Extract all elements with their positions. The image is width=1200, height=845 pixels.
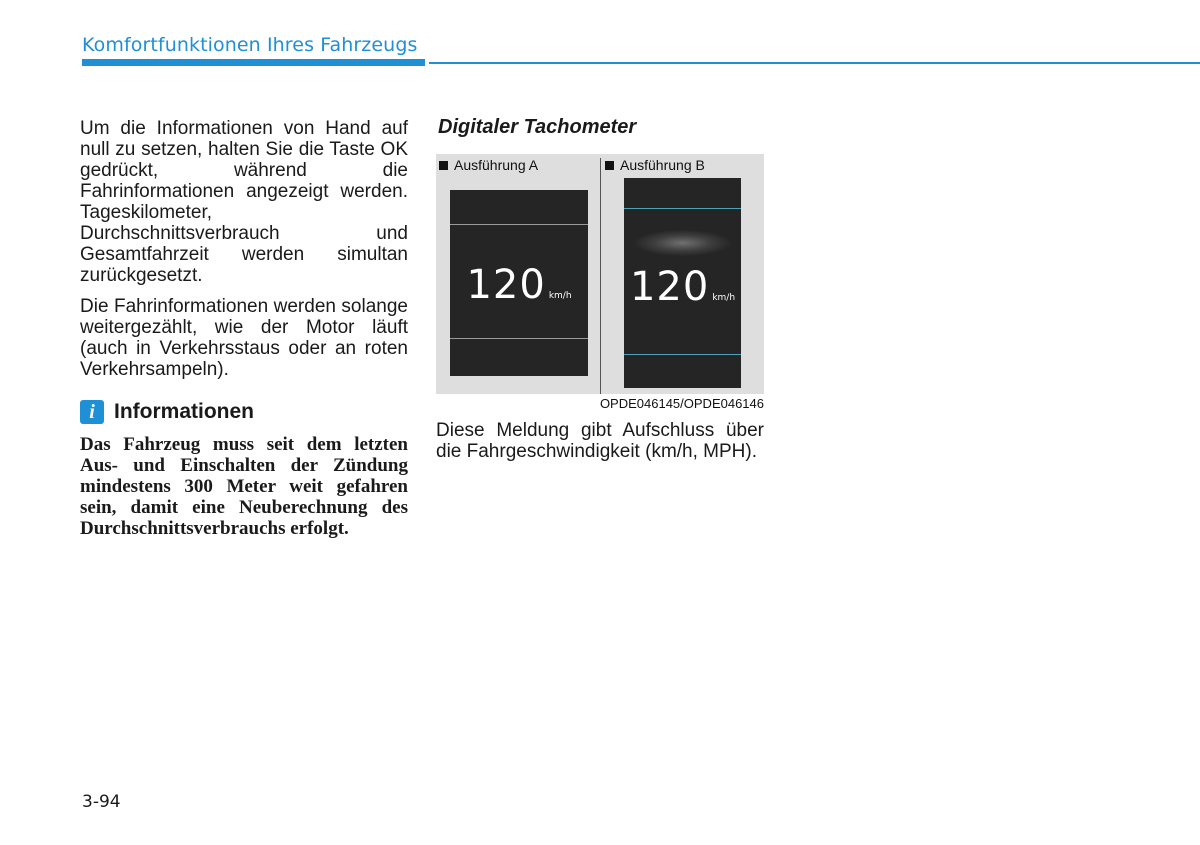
figure-divider — [600, 158, 601, 394]
figure-caption: Diese Meldung gibt Aufschluss über die Fahrgeschwindigkeit (km/h, MPH). — [436, 420, 764, 462]
section-title: Digitaler Tachometer — [438, 116, 637, 138]
speed-value-a: 120 — [466, 262, 546, 308]
display-variant-b — [624, 178, 741, 388]
speed-readout-b — [624, 264, 741, 310]
variant-b-label-text: Ausführung B — [620, 157, 705, 173]
speed-unit-b: km/h — [712, 293, 736, 303]
page-number: 3-94 — [82, 792, 121, 812]
display-line-bottom — [450, 338, 588, 339]
left-column — [80, 118, 408, 539]
speedometer-figure — [436, 154, 764, 394]
variant-b-label — [605, 157, 705, 173]
display-line-bottom — [624, 354, 741, 355]
paragraph-counting: Die Fahrinformationen werden solange weitergezählt, wie der Motor läuft (auch in Verkehrsstaus oder an roten Verkehrsampeln). — [80, 296, 408, 380]
display-variant-a — [450, 190, 588, 376]
display-line-top — [450, 224, 588, 225]
speed-unit-a: km/h — [548, 291, 572, 301]
info-body: Das Fahrzeug muss seit dem letzten Aus- und Einschalten der Zündung mindestens 300 Meter weit gefahren sein, damit eine Neuberechnung des Durchschnittsverbrauchs erfolgt. — [80, 434, 408, 539]
info-heading — [80, 398, 408, 426]
speed-value-b: 120 — [629, 264, 710, 310]
display-glow — [634, 230, 731, 256]
page-header-title: Komfortfunktionen Ihres Fahrzeugs — [82, 34, 418, 56]
right-column — [436, 116, 764, 462]
square-bullet-icon — [439, 161, 448, 170]
paragraph-reset: Um die Informationen von Hand auf null zu setzen, halten Sie die Taste OK gedrückt, während die Fahrinformationen angezeigt werden. Tageskilometer, Durchschnittsverbrauch und Gesamtfahrzeit werden simultan zurückgesetzt. — [80, 118, 408, 286]
header-rule-thin — [429, 62, 1200, 64]
variant-a-label-text: Ausführung A — [454, 157, 539, 173]
header-rule-thick — [82, 59, 425, 66]
display-line-top — [624, 208, 741, 209]
info-title: Informationen — [114, 400, 254, 423]
figure-code: OPDE046145/OPDE046146 — [599, 396, 764, 411]
info-icon: i — [80, 400, 104, 424]
variant-a-label — [439, 157, 538, 173]
speed-readout-a — [450, 262, 588, 308]
square-bullet-icon — [605, 161, 614, 170]
